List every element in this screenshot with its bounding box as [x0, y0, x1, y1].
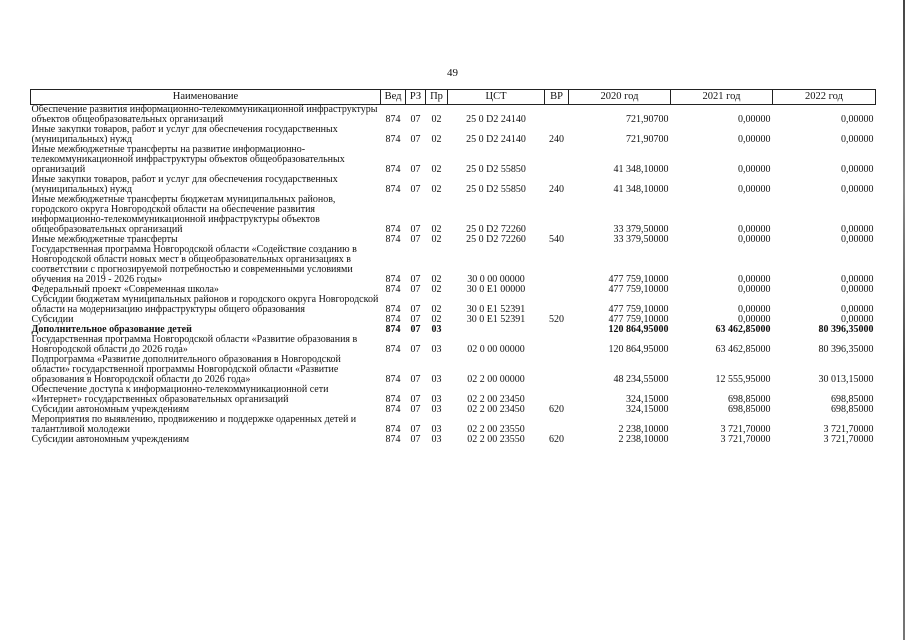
row-pr: 03	[431, 424, 442, 435]
table-row	[31, 125, 876, 145]
row-name: Государственная программа Новгородской области «Содействие созданию в Новгородской области новых мест в общеобразовательных организациях в соответствии с прогнозируемой потребностью и современными условиями обучения на 2019 - 2026 годы»	[31, 244, 357, 285]
table-body	[31, 105, 876, 446]
row-2022-value: 3 721,70000	[823, 424, 874, 435]
row-vr	[545, 245, 569, 285]
row-2020-value: 120 864,95000	[608, 324, 669, 335]
row-name: Иные межбюджетные трансферты	[31, 234, 178, 245]
row-pr: 02	[431, 284, 442, 295]
row-2020-value: 2 238,10000	[618, 434, 669, 445]
row-2021-value: 0,00000	[738, 164, 771, 175]
row-name: Субсидии бюджетам муниципальных районов и городского округа Новгородской области на модернизацию инфраструктуры общего образования	[31, 294, 379, 315]
row-ved: 874	[385, 324, 401, 335]
row-rz: 07	[410, 274, 421, 285]
table-row	[31, 415, 876, 435]
row-vr	[545, 415, 569, 435]
row-cst: 30 0 E1 00000	[466, 284, 526, 295]
row-vr	[545, 285, 569, 295]
row-name: Иные межбюджетные трансферты бюджетам муниципальных районов, городского округа Новгородской области на обеспечение развития информационно-телекоммуникационной инфраструктуры объектов общеобразовательных организаций	[31, 194, 336, 235]
row-ved: 874	[385, 134, 401, 145]
row-rz: 07	[410, 374, 421, 385]
row-pr: 02	[431, 224, 442, 235]
table-row	[31, 145, 876, 175]
row-ved: 874	[385, 404, 401, 415]
row-pr: 02	[431, 314, 442, 325]
row-cst: 02 2 00 23550	[467, 424, 525, 435]
row-pr: 03	[431, 374, 442, 385]
table-row	[31, 335, 876, 355]
row-2022-value: 0,00000	[841, 114, 874, 125]
row-vr	[545, 335, 569, 355]
row-2021-value: 0,00000	[738, 184, 771, 195]
row-name: Иные межбюджетные трансферты на развитие информационно-телекоммуникационной инфраструктуры объектов общеобразовательных организаций	[31, 144, 345, 175]
row-2022-value: 0,00000	[841, 274, 874, 285]
row-rz: 07	[410, 434, 421, 445]
row-2021-value: 0,00000	[738, 224, 771, 235]
row-2021-value: 698,85000	[728, 404, 771, 415]
row-pr: 03	[431, 324, 442, 335]
row-2021-value: 3 721,70000	[720, 434, 771, 445]
row-ved: 874	[385, 164, 401, 175]
row-ved: 874	[385, 114, 401, 125]
row-name: Подпрограмма «Развитие дополнительного образования в Новгородской области» государственной программы Новгородской области «Развитие образования в Новгородской области до 2026 года»	[31, 354, 341, 385]
row-2022-value: 0,00000	[841, 284, 874, 295]
row-rz: 07	[410, 134, 421, 145]
row-2021-value: 63 462,85000	[715, 324, 771, 335]
row-2022-value: 80 396,35000	[818, 344, 874, 355]
row-2020-value: 477 759,10000	[608, 274, 669, 285]
col-header-vr: ВР	[545, 90, 569, 105]
row-2022-value: 0,00000	[841, 304, 874, 315]
row-2020-value: 33 379,50000	[613, 224, 669, 235]
row-cst: 25 0 D2 72260	[466, 224, 526, 235]
row-vr	[545, 355, 569, 385]
row-rz: 07	[410, 404, 421, 415]
row-cst: 30 0 E1 52391	[466, 314, 526, 325]
row-2022-value: 698,85000	[831, 404, 874, 415]
row-2021-value: 0,00000	[738, 234, 771, 245]
row-name: Субсидии	[31, 314, 74, 325]
row-rz: 07	[410, 314, 421, 325]
row-vr: 240	[549, 184, 564, 195]
row-cst: 02 2 00 23550	[467, 434, 525, 445]
row-vr: 520	[549, 314, 564, 325]
row-vr	[545, 295, 569, 315]
row-pr: 03	[431, 404, 442, 415]
col-header-rz: РЗ	[406, 90, 426, 105]
row-cst: 02 2 00 23450	[467, 394, 525, 405]
row-vr	[545, 105, 569, 126]
row-cst: 25 0 D2 24140	[466, 134, 526, 145]
row-2020-value: 477 759,10000	[608, 314, 669, 325]
row-rz: 07	[410, 304, 421, 315]
row-2022-value: 80 396,35000	[818, 324, 874, 335]
col-header-2022: 2022 год	[773, 90, 876, 105]
row-pr: 03	[431, 434, 442, 445]
row-2020-value: 721,90700	[626, 114, 669, 125]
row-name: Федеральный проект «Современная школа»	[31, 284, 219, 295]
row-ved: 874	[385, 234, 401, 245]
row-rz: 07	[410, 184, 421, 195]
row-2020-value: 48 234,55000	[613, 374, 669, 385]
row-2022-value: 0,00000	[841, 184, 874, 195]
row-name: Дополнительное образование детей	[31, 324, 192, 335]
row-ved: 874	[385, 394, 401, 405]
table-row	[31, 175, 876, 195]
row-cst: 02 2 00 00000	[467, 374, 525, 385]
row-name: Субсидии автономным учреждениям	[31, 434, 190, 445]
table-row	[31, 295, 876, 315]
row-2020-value: 477 759,10000	[608, 304, 669, 315]
row-ved: 874	[385, 344, 401, 355]
row-2020-value: 721,90700	[626, 134, 669, 145]
row-cst: 25 0 D2 55850	[466, 164, 526, 175]
row-2021-value: 12 555,95000	[715, 374, 771, 385]
row-vr: 540	[549, 234, 564, 245]
row-2021-value: 0,00000	[738, 134, 771, 145]
row-2021-value: 698,85000	[728, 394, 771, 405]
row-vr	[545, 385, 569, 405]
row-ved: 874	[385, 284, 401, 295]
row-name: Иные закупки товаров, работ и услуг для обеспечения государственных (муниципальных) нужд	[31, 124, 338, 145]
row-vr	[545, 325, 569, 335]
row-vr	[545, 195, 569, 235]
row-ved: 874	[385, 274, 401, 285]
row-rz: 07	[410, 284, 421, 295]
row-2021-value: 0,00000	[738, 114, 771, 125]
row-pr: 02	[431, 274, 442, 285]
row-2021-value: 0,00000	[738, 274, 771, 285]
row-2022-value: 698,85000	[831, 394, 874, 405]
row-ved: 874	[385, 314, 401, 325]
col-header-pr: Пр	[426, 90, 448, 105]
table-row	[31, 355, 876, 385]
table-row	[31, 195, 876, 235]
row-vr: 620	[549, 404, 564, 415]
row-name: Мероприятия по выявлению, продвижению и поддержке одаренных детей и талантливой молодежи	[31, 414, 357, 435]
table-row	[31, 245, 876, 285]
row-ved: 874	[385, 304, 401, 315]
row-2020-value: 120 864,95000	[608, 344, 669, 355]
row-cst	[448, 325, 545, 335]
row-2020-value: 33 379,50000	[613, 234, 669, 245]
row-vr	[545, 145, 569, 175]
row-ved: 874	[385, 374, 401, 385]
row-2020-value: 41 348,10000	[613, 184, 669, 195]
table-header-row	[31, 90, 876, 105]
col-header-2020: 2020 год	[569, 90, 671, 105]
row-ved: 874	[385, 424, 401, 435]
row-2021-value: 0,00000	[738, 304, 771, 315]
row-rz: 07	[410, 424, 421, 435]
row-2021-value: 3 721,70000	[720, 424, 771, 435]
row-2022-value: 30 013,15000	[818, 374, 874, 385]
row-pr: 02	[431, 114, 442, 125]
row-pr: 02	[431, 304, 442, 315]
row-rz: 07	[410, 164, 421, 175]
row-name: Обеспечение развития информационно-телекоммуникационной инфраструктуры объектов общеобразовательных организаций	[31, 104, 378, 125]
row-cst: 25 0 D2 55850	[466, 184, 526, 195]
row-2020-value: 41 348,10000	[613, 164, 669, 175]
row-cst: 02 0 00 00000	[467, 344, 525, 355]
row-rz: 07	[410, 114, 421, 125]
row-2021-value: 63 462,85000	[715, 344, 771, 355]
row-pr: 02	[431, 134, 442, 145]
row-rz: 07	[410, 324, 421, 335]
row-pr: 02	[431, 164, 442, 175]
row-2022-value: 0,00000	[841, 164, 874, 175]
row-2021-value: 0,00000	[738, 284, 771, 295]
row-cst: 02 2 00 23450	[467, 404, 525, 415]
row-2020-value: 477 759,10000	[608, 284, 669, 295]
row-cst: 30 0 E1 52391	[466, 304, 526, 315]
row-rz: 07	[410, 224, 421, 235]
row-rz: 07	[410, 234, 421, 245]
table-row	[31, 385, 876, 405]
row-pr: 02	[431, 234, 442, 245]
row-name: Субсидии автономным учреждениям	[31, 404, 190, 415]
row-2020-value: 324,15000	[626, 394, 669, 405]
row-2020-value: 2 238,10000	[618, 424, 669, 435]
row-2022-value: 0,00000	[841, 234, 874, 245]
row-name: Государственная программа Новгородской области «Развитие образования в Новгородской области до 2026 года»	[31, 334, 358, 355]
row-2022-value: 3 721,70000	[823, 434, 874, 445]
row-pr: 03	[431, 344, 442, 355]
row-ved: 874	[385, 184, 401, 195]
row-2022-value: 0,00000	[841, 224, 874, 235]
row-2022-value: 0,00000	[841, 314, 874, 325]
row-cst: 25 0 D2 24140	[466, 114, 526, 125]
row-rz: 07	[410, 394, 421, 405]
col-header-name: Наименование	[31, 90, 381, 105]
col-header-ved: Вед	[381, 90, 406, 105]
row-2020-value: 324,15000	[626, 404, 669, 415]
row-vr: 240	[549, 134, 564, 145]
row-rz: 07	[410, 344, 421, 355]
row-pr: 02	[431, 184, 442, 195]
budget-table	[30, 89, 876, 445]
row-name: Иные закупки товаров, работ и услуг для обеспечения государственных (муниципальных) нужд	[31, 174, 338, 195]
page-number: 49	[447, 67, 458, 79]
row-2022-value: 0,00000	[841, 134, 874, 145]
row-pr: 03	[431, 394, 442, 405]
row-ved: 874	[385, 224, 401, 235]
row-cst: 25 0 D2 72260	[466, 234, 526, 245]
row-ved: 874	[385, 434, 401, 445]
row-2021-value: 0,00000	[738, 314, 771, 325]
table-row	[31, 105, 876, 126]
row-cst: 30 0 00 00000	[467, 274, 525, 285]
col-header-cst: ЦСТ	[448, 90, 545, 105]
table-row	[31, 435, 876, 445]
col-header-2021: 2021 год	[671, 90, 773, 105]
row-name: Обеспечение доступа к информационно-телекоммуникационной сети «Интернет» государственных образовательных организаций	[31, 384, 329, 405]
row-vr: 620	[549, 434, 564, 445]
